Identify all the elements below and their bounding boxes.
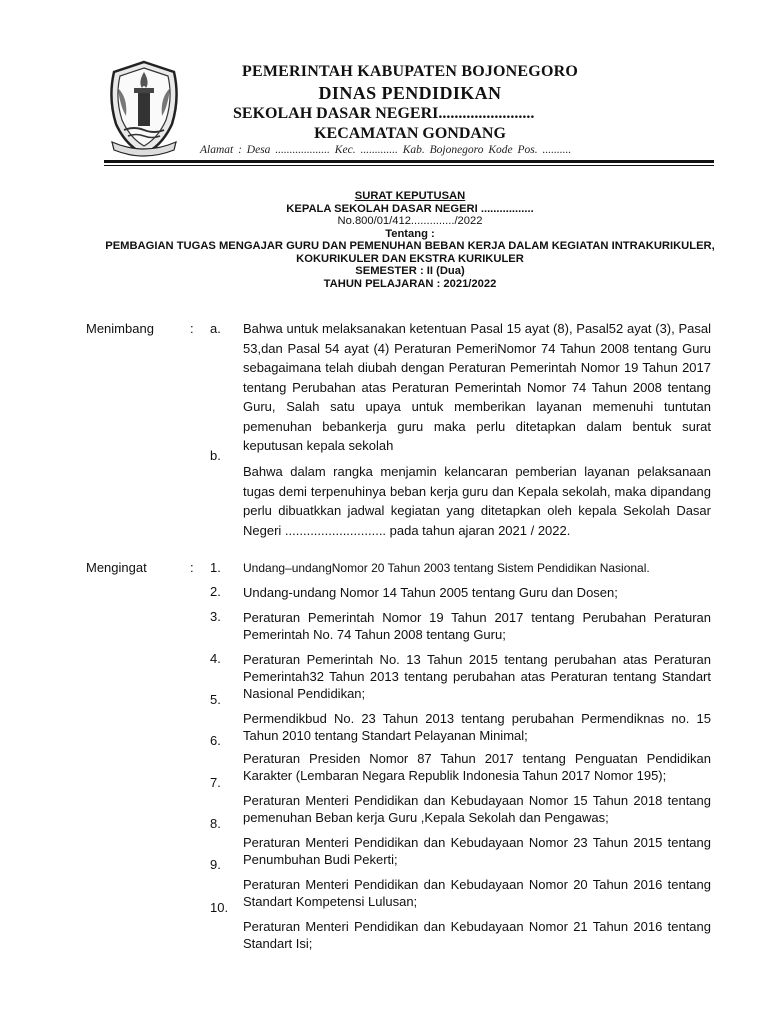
considering-marker-b: b. [210,448,221,463]
header-divider-thin [104,165,714,166]
considering-item-a: Bahwa untuk melaksanakan ketentuan Pasal 15 ayat (8), Pasal52 ayat (3), Pasal 53,dan Pasal 54 ayat (4) Peraturan PemeriNomor 74 Tahun 2008 tentang Guru sebagaimana telah diubah dengan Peraturan Pemerintah Nomor 19 Tahun 2017 tentang Perubahan atas Peraturan Pemerintah Nomor 74 Tahun 2008 tentang Guru, Salah satu upaya untuk memberikan layanan memenuhi tuntutan pemenuhan bebankerja guru maka perlu ditetapkan dalam bentuk surat keputusan kepala sekolah [243,321,711,453]
decree-title-block [100,190,720,290]
recalling-marker-6: 6. [210,733,221,748]
recalling-item-5: Permendikbud No. 23 Tahun 2013 tentang perubahan Permendiknas no. 15 Tahun 2010 tentang Standart Pelayanan Minimal; [243,711,711,743]
recalling-item-6: Peraturan Presiden Nomor 87 Tahun 2017 tentang Penguatan Pendidikan Karakter (Lembaran Negara Republik Indonesia Tahun 2017 Nomor 195); [243,751,711,783]
letterhead-title [195,62,625,144]
recalling-marker-10: 10. [210,900,229,915]
decree-issuer: KEPALA SEKOLAH DASAR NEGERI ................. [286,202,534,215]
recalling-marker-7: 7. [210,775,221,790]
recalling-colon: : [190,560,194,575]
recalling-marker-9: 9. [210,857,221,872]
decree-about-label: Tentang : [385,227,435,240]
school-name: SEKOLAH DASAR NEGERI........................ [233,105,535,122]
considering-label: Menimbang [86,321,154,336]
decree-title: SURAT KEPUTUSAN [354,190,466,202]
recalling-marker-1: 1. [210,560,221,575]
decree-subject-line1: PEMBAGIAN TUGAS MENGAJAR GURU DAN PEMENUHAN BEBAN KERJA DALAM KEGIATAN INTRAKURIKULER, [105,240,715,252]
decree-school-year: TAHUN PELAJARAN : 2021/2022 [323,277,497,290]
regency-emblem-icon [104,58,184,158]
department-name: DINAS PENDIDIKAN [318,83,502,103]
header-divider-thick [104,160,714,163]
recalling-label: Mengingat [86,560,147,575]
recalling-item-8: Peraturan Menteri Pendidikan dan Kebudayaan Nomor 23 Tahun 2015 tentang Penumbuhan Budi Pekerti; [243,835,711,867]
recalling-marker-8: 8. [210,816,221,831]
recalling-marker-4: 4. [210,651,221,666]
recalling-item-10: Peraturan Menteri Pendidikan dan Kebudayaan Nomor 21 Tahun 2016 tentang Standart Isi; [243,919,711,951]
recalling-item-9: Peraturan Menteri Pendidikan dan Kebudayaan Nomor 20 Tahun 2016 tentang Standart Kompetensi Lulusan; [243,877,711,909]
recalling-marker-2: 2. [210,584,221,599]
considering-marker-a: a. [210,321,221,336]
district-name: KECAMATAN GONDANG [314,125,506,142]
government-name: PEMERINTAH KABUPATEN BOJONEGORO [242,63,578,80]
considering-item-b: Bahwa dalam rangka menjamin kelancaran pemberian layanan pelaksanaan tugas demi terpenuhinya beban kerja guru dan Kepala sekolah, maka dipandang perlu dibuatkkan jadwal kegiatan yang ditetapkan oleh kepala Sekolah Dasar Negeri ............................ pada tahun ajaran 2021 / 2022. [243,464,711,538]
decree-number: No.800/01/412............../2022 [337,215,483,227]
recalling-item-4: Peraturan Pemerintah No. 13 Tahun 2015 tentang perubahan atas Peraturan Pemerintah32 Tahun 2013 tentang perubahan atas Peraturan tentang Standart Nasional Pendidikan; [243,652,711,701]
recalling-marker-3: 3. [210,609,221,624]
recalling-marker-5: 5. [210,692,221,707]
recalling-item-3: Peraturan Pemerintah Nomor 19 Tahun 2017 tentang Perubahan Peraturan Pemerintah No. 74 Tahun 2008 tentang Guru; [243,610,711,642]
considering-colon: : [190,321,194,336]
school-address: Alamat : Desa ................... Kec. ............. Kab. Bojonegoro Kode Pos. .......... [200,144,572,156]
recalling-item-7: Peraturan Menteri Pendidikan dan Kebudayaan Nomor 15 Tahun 2018 tentang pemenuhan Beban kerja Guru ,Kepala Sekolah dan Pengawas; [243,793,711,825]
decree-semester: SEMESTER : II (Dua) [355,265,465,277]
decree-subject-line2: KOKURIKULER DAN EKSTRA KURIKULER [296,252,524,265]
recalling-item-2: Undang-undang Nomor 14 Tahun 2005 tentang Guru dan Dosen; [243,585,618,600]
recalling-item-1: Undang–undangNomor 20 Tahun 2003 tentang Sistem Pendidikan Nasional. [243,561,650,575]
letterhead [0,0,768,170]
